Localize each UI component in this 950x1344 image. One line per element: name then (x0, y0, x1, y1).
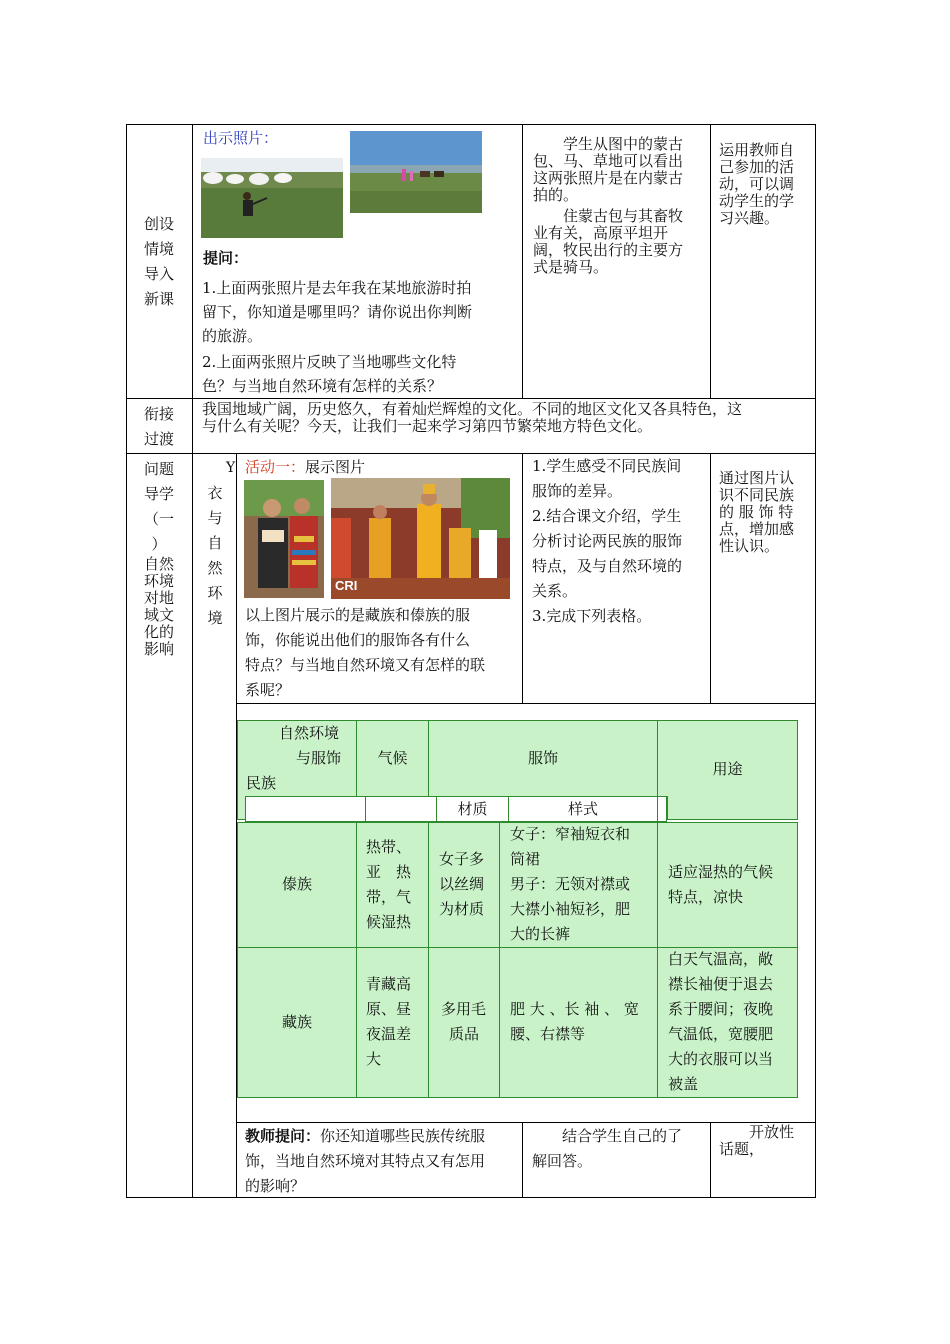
col-divider-intent-r3 (710, 453, 711, 704)
teacher-label: 教师提问： (245, 1127, 321, 1145)
col-divider-stage (192, 124, 193, 1198)
stage-line: ） (151, 535, 167, 553)
tibetan-photo-image (244, 480, 324, 598)
col-divider-intent-r4 (710, 1122, 711, 1198)
table-border-right (815, 124, 816, 1198)
question-2-line: 2.上面两张照片反映了当地哪些文化特 (202, 353, 457, 371)
use-line: 白天气温高，敞 (668, 950, 774, 968)
use-line: 适应湿热的气候 (668, 863, 774, 881)
teacher-line: 你还知道哪些民族传统服 (320, 1127, 486, 1145)
stage-line: 影响 (143, 640, 174, 658)
use-line: 大的衣服可以当 (668, 1050, 774, 1068)
dai-photo-image (331, 478, 510, 599)
style-line: 腰、右襟等 (510, 1025, 586, 1043)
question-1-line: 的旅游。 (202, 327, 263, 345)
stage-line: 自然 (143, 555, 174, 573)
stage-line: （一 (143, 510, 174, 528)
student-line: 服饰的差异。 (532, 482, 623, 500)
header-climate: 气候 (377, 749, 408, 767)
climate-line: 青藏高 (366, 975, 412, 993)
student-line: 特点，及与自然环境的 (532, 557, 683, 575)
activity-text: 展示图片 (305, 458, 366, 476)
student-line: 这两张照片是在内蒙古 (533, 169, 684, 187)
student-line: 包、马、草地可以看出 (533, 152, 684, 170)
teacher-line: 的影响？ (245, 1177, 306, 1195)
intent-line: 通过图片认 (719, 469, 795, 487)
student-line: 1.学生感受不同民族间 (532, 457, 682, 475)
cri-watermark: CRI (335, 578, 358, 593)
table-border-bottom (126, 1197, 816, 1198)
header-diag-line: 民族 (246, 774, 277, 792)
sub-topic-line: 衣 (207, 484, 223, 502)
climate-line: 热带、 (366, 838, 412, 856)
header-diag-line: 自然环境 (279, 724, 340, 742)
stage-line: 化的 (143, 623, 174, 641)
intent-line: 开放性 (719, 1123, 795, 1141)
intent-line: 话题， (719, 1140, 765, 1158)
student-line: 2.结合课文介绍，学生 (532, 507, 682, 525)
sub-topic-line: 环 (207, 584, 223, 602)
sub-topic-line: 与 (207, 509, 223, 527)
transition-line: 与什么有关呢？今天，让我们一起来学习第四节繁荣地方特色文化。 (202, 417, 653, 435)
stage-line: 衔接 (143, 405, 174, 423)
use-line: 被盖 (668, 1075, 699, 1093)
stage-line: 域文 (143, 606, 174, 624)
nation-tibetan: 藏族 (281, 1013, 312, 1031)
teacher-line: 饰，当地自然环境对其特点又有怎用 (245, 1152, 486, 1170)
header-use: 用途 (712, 760, 743, 778)
activity-question-line: 特点？与当地自然环境又有怎样的联 (245, 656, 486, 674)
row-divider-2 (126, 453, 816, 454)
sub-topic-mark: Y (226, 460, 236, 476)
material-line: 女子多 (439, 850, 485, 868)
student-line: 业有关，高原平坦开 (533, 224, 669, 242)
stage-line: 过渡 (143, 430, 174, 448)
intent-line: 性认识。 (719, 537, 780, 555)
style-line: 大襟小袖短衫，肥 (510, 900, 631, 918)
question-1-line: 1.上面两张照片是去年我在某地旅游时拍 (202, 279, 472, 297)
student-line: 阔，牧民出行的主要方 (533, 241, 684, 259)
sub-topic-line: 境 (207, 609, 223, 627)
climate-line: 亚 热 (366, 863, 412, 881)
nation-dai: 傣族 (281, 875, 312, 893)
intent-line: 习兴趣。 (719, 209, 780, 227)
teacher-question (245, 1124, 485, 1149)
style-line: 女子：窄袖短衣和 (510, 825, 631, 843)
student-line: 式是骑马。 (533, 258, 609, 276)
stage-line: 问题 (143, 460, 174, 478)
stage-line: 情境 (143, 240, 174, 258)
show-photos-label: 出示照片： (203, 129, 279, 147)
material-line: 以丝绸 (439, 875, 485, 893)
activity-question-line: 系呢？ (245, 681, 291, 699)
header-clothing: 服饰 (527, 749, 558, 767)
intent-line: 动学生的学 (719, 192, 795, 210)
intent-line: 动，可以调 (719, 175, 795, 193)
header-style: 样式 (567, 800, 598, 818)
material-line: 质品 (449, 1025, 480, 1043)
climate-line: 带，气 (366, 888, 412, 906)
col-divider-intent-r1 (710, 124, 711, 399)
horse-photo-image (350, 131, 482, 213)
question-label: 提问： (203, 249, 249, 267)
col-divider-content-r4 (522, 1122, 523, 1198)
mongolia-yurt-photo (201, 158, 343, 238)
student-line: 拍的。 (533, 186, 579, 204)
header-material: 材质 (457, 800, 488, 818)
activity-label: 活动一： (245, 458, 306, 476)
stage-line: 环境 (143, 572, 174, 590)
question-2-line: 色？与当地自然环境有怎样的关系？ (202, 377, 443, 395)
mongolia-horse-photo (350, 131, 482, 213)
student-line: 关系。 (532, 582, 578, 600)
material-line: 多用毛 (441, 1000, 487, 1018)
stage-line: 导入 (143, 265, 174, 283)
table-border-left (126, 124, 127, 1198)
row-divider-3 (236, 703, 816, 704)
use-line: 特点，凉快 (668, 888, 744, 906)
activity-heading (245, 455, 365, 480)
sub-topic-line: 然 (207, 559, 223, 577)
student-line: 结合学生自己的了 (532, 1127, 683, 1145)
student-line: 学生从图中的蒙古 (533, 135, 684, 153)
header-diag-line: 与服饰 (296, 749, 342, 767)
sub-topic-line: 自 (207, 534, 223, 552)
climate-line: 夜温差 (366, 1025, 412, 1043)
intent-line: 点，增加感 (719, 520, 795, 538)
transition-line: 我国地域广阔，历史悠久，有着灿烂辉煌的文化。不同的地区文化又各具特色，这 (202, 400, 743, 418)
climate-line: 候湿热 (366, 913, 412, 931)
style-line: 肥 大 、长 袖 、 宽 (510, 1000, 639, 1018)
climate-line: 大 (366, 1050, 382, 1068)
stage-line: 创设 (143, 215, 174, 233)
col-divider-content-r1 (522, 124, 523, 399)
col-divider-content-r3 (522, 453, 523, 704)
style-line: 筒裙 (510, 850, 541, 868)
student-line: 解回答。 (532, 1152, 593, 1170)
student-line: 分析讨论两民族的服饰 (532, 532, 683, 550)
dai-costume-photo (331, 478, 510, 599)
material-line: 为材质 (439, 900, 485, 918)
stage-line: 对地 (143, 589, 174, 607)
intent-line: 运用教师自 (719, 141, 795, 159)
use-line: 系于腰间；夜晚 (668, 1000, 774, 1018)
intent-line: 己参加的活 (719, 158, 795, 176)
climate-line: 原、昼 (366, 1000, 412, 1018)
tibetan-costume-photo (244, 480, 324, 598)
style-line: 男子：无领对襟或 (510, 875, 631, 893)
stage-line: 新课 (143, 290, 174, 308)
style-line: 大的长裤 (510, 925, 571, 943)
table-border-top (126, 124, 816, 125)
question-1-line: 留下，你知道是哪里吗？请你说出你判断 (202, 303, 473, 321)
activity-question-line: 饰，你能说出他们的服饰各有什么 (245, 631, 471, 649)
use-line: 襟长袖便于退去 (668, 975, 774, 993)
stage-line: 导学 (143, 485, 174, 503)
activity-question-line: 以上图片展示的是藏族和傣族的服 (245, 606, 471, 624)
use-line: 气温低，宽腰肥 (668, 1025, 774, 1043)
intent-line: 的 服 饰 特 (719, 503, 794, 521)
yurt-photo-image (201, 158, 343, 238)
intent-line: 识不同民族 (719, 486, 795, 504)
student-line: 住蒙古包与其畜牧 (533, 207, 684, 225)
student-line: 3.完成下列表格。 (532, 607, 652, 625)
